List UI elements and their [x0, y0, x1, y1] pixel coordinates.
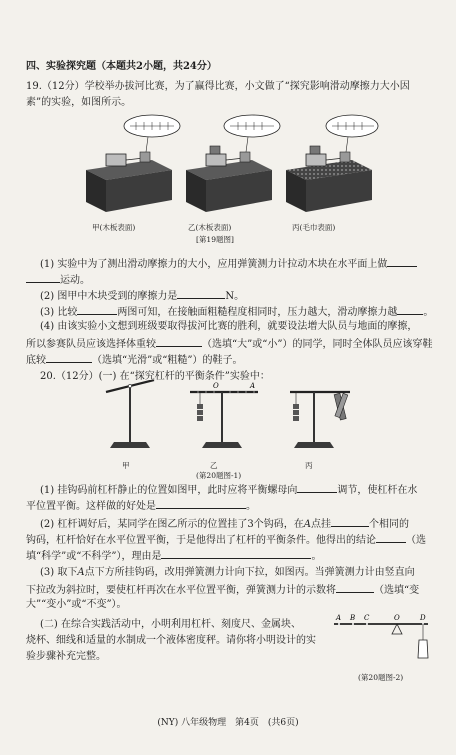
letter-a: A [250, 382, 256, 390]
answer-blank[interactable] [397, 304, 423, 315]
page-footer: (NY) 八年级物理 第4页 (共6页) [157, 718, 299, 728]
fig20-caption-bing: 丙 [305, 461, 313, 470]
q20-p3-line1: (3) 取下A点下方所挂钩码，改用弹簧测力计向下拉，如图丙。当弹簧测力计由竖直向 [40, 567, 415, 578]
lever-bing [290, 392, 350, 448]
fig19-label: [第19题图] [196, 235, 234, 244]
force-meter-bubble-jia [124, 115, 180, 152]
q20-p1-line2: 平位置平衡。这样做的好处是 。 [26, 498, 438, 513]
answer-blank[interactable] [156, 336, 202, 347]
answer-blank[interactable] [177, 288, 225, 299]
fig19-caption-jia: 甲(木板表面) [92, 223, 136, 232]
fig19-caption-yi: 乙(木板表面) [188, 223, 232, 232]
fig2-letter-o: O [394, 614, 400, 622]
q19-intro-line2: 素”的实验，如图所示。 [26, 97, 132, 108]
fig19-caption-bing: 丙(毛巾表面) [292, 223, 336, 232]
q20-p1-line1: (1) 挂钩码前杠杆静止的位置如图甲，此时应将平衡螺母向 调节，使杠杆在水 [40, 482, 452, 497]
section-heading: 四、实验探究题（本题共2小题，共24分） [26, 61, 217, 72]
q20-p4-line2: 烧杯、细线和适量的水制成一个液体密度秤。请你将小明设计的实 [26, 635, 316, 646]
q19-p4-line1: (4) 由该实验小文想到班级要取得拔河比赛的胜利，就要设法增大队员与地面的摩擦， [40, 321, 418, 332]
force-meter-bubble-yi [224, 115, 280, 152]
lever-yi [190, 382, 258, 448]
fig2-letter-c: C [364, 614, 370, 622]
answer-blank[interactable] [387, 256, 417, 267]
setup-bing [286, 115, 378, 212]
q19-p2: (2) 图甲中木块受到的摩擦力是 N。 [40, 288, 452, 303]
fig2-letter-a: A [336, 614, 342, 622]
answer-blank[interactable] [297, 482, 337, 493]
lever-jia [106, 380, 154, 448]
answer-blank[interactable] [46, 352, 92, 363]
q19-friction-figure [80, 112, 380, 220]
setup-jia [86, 115, 180, 212]
q20-p3-line3: 大”“变小”或“不变”）。 [26, 599, 127, 610]
answer-blank[interactable] [156, 498, 246, 509]
q19-p4-line3: 底较 （选填“光滑”或“粗糙”）的鞋子。 [26, 352, 438, 367]
q19-intro-line1: 19.（12分）学校举办拔河比赛，为了赢得比赛，小文做了“探究影响滑动摩擦力大小因 [26, 81, 410, 92]
fig20-caption-jia: 甲 [122, 461, 130, 470]
fig2-letter-b: B [350, 614, 356, 622]
force-meter-bubble-bing [326, 115, 378, 152]
q20-lever-figure-1 [100, 380, 360, 456]
q20-lever-figure-2 [330, 612, 436, 664]
q19-p4-line2: 所以参赛队员应该选择体重较 （选填“大”或“小”）的同学，同时全体队员应该穿鞋 [26, 336, 438, 351]
fig2-letter-d: D [420, 614, 426, 622]
q20-intro: 20.（12分）(一) 在“探究杠杆的平衡条件”实验中： [40, 371, 270, 382]
q20-p2-line3: 填“科学”或“不科学”），理由是 。 [26, 548, 438, 563]
answer-blank[interactable] [161, 548, 311, 559]
setup-yi [186, 115, 280, 212]
q20-p2-line2: 钩码，杠杆恰好在水平位置平衡，于是他得出了杠杆的平衡条件。他得出的结论 （选 [26, 532, 438, 547]
q20-p3-line2: 下拉改为斜拉时，要使杠杆再次在水平位置平衡，弹簧测力计的示数将 （选填“变 [26, 582, 438, 597]
q19-p1-line2: 运动。 [26, 272, 438, 287]
answer-blank[interactable] [26, 272, 60, 283]
answer-blank[interactable] [331, 516, 369, 527]
fig20-caption-yi: 乙 [210, 461, 218, 470]
q20-p2-line1: (2) 杠杆调好后，某同学在图乙所示的位置挂了3个钩码，在A点挂 个相同的 [40, 516, 452, 531]
q19-p1-line1: (1) 实验中为了测出滑动摩擦力的大小，应用弹簧测力计拉动木块在水平面上做 [40, 256, 452, 271]
answer-blank[interactable] [336, 582, 374, 593]
q20-p4-line1: (二) 在综合实践活动中，小明利用杠杆、刻度尺、金属块、 [40, 619, 301, 630]
answer-blank[interactable] [77, 304, 117, 315]
fig20-label-2: (第20题图-2) [358, 673, 404, 682]
fig20-label-1: (第20题图-1) [196, 471, 242, 480]
answer-blank[interactable] [376, 532, 406, 543]
letter-o: O [213, 382, 219, 390]
q19-p3: (3) 比较 两图可知，在接触面粗糙程度相同时，压力越大，滑动摩擦力越 。 [40, 304, 452, 319]
q20-p4-line3: 验步骤补充完整。 [26, 651, 106, 662]
